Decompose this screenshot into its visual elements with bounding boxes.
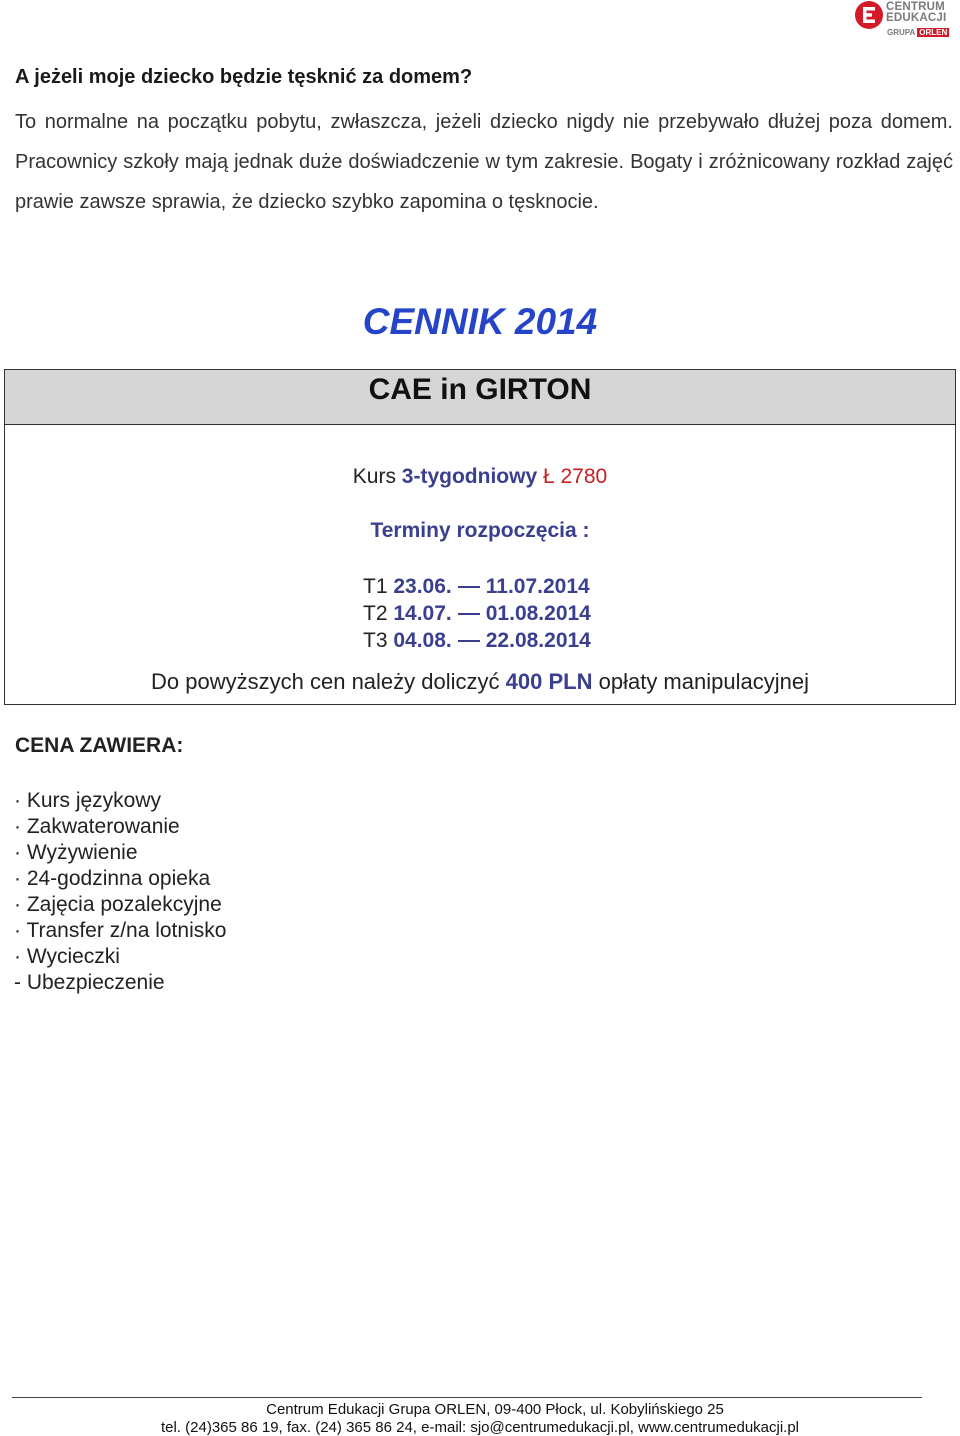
term-code: T1 <box>363 575 388 598</box>
term-row <box>363 627 591 654</box>
logo-orlen-label: ORLEN <box>919 28 948 37</box>
term-code: T3 <box>363 629 388 652</box>
dash-icon <box>458 613 480 615</box>
includes-title: CENA ZAWIERA: <box>15 734 184 757</box>
list-item: · Zajęcia pozalekcyjne <box>14 893 222 916</box>
dash-icon <box>458 586 480 588</box>
fee-amount: 400 PLN <box>505 669 593 694</box>
list-item: · Kurs językowy <box>14 789 162 812</box>
logo-line-1: CENTRUM <box>886 1 945 13</box>
faq-question: A jeżeli moje dziecko będzie tęsknić za domem? <box>15 66 473 88</box>
course-price: Ł 2780 <box>542 465 608 488</box>
footer-address: Centrum Edukacji Grupa ORLEN, 09-400 Płock, ul. Kobylińskiego 25 <box>266 1401 724 1418</box>
term-end: 22.08.2014 <box>485 629 591 652</box>
list-item: · Zakwaterowanie <box>14 815 180 838</box>
logo-group-label: GRUPA <box>887 28 916 37</box>
course-price-line <box>5 465 955 489</box>
list-item: · Transfer z/na lotnisko <box>14 919 227 942</box>
logo-mark-icon <box>854 0 884 30</box>
price-list-title: CENNIK 2014 <box>362 301 598 342</box>
footer-divider <box>12 1397 922 1398</box>
list-item: · Wycieczki <box>14 945 120 968</box>
course-duration: 3-tygodniowy <box>401 465 538 488</box>
term-start: 23.06. <box>393 575 452 598</box>
logo-group <box>887 28 949 37</box>
footer-contact: tel. (24)365 86 19, fax. (24) 365 86 24, e-mail: sjo@centrumedukacji.pl, www.centrumedukacji.pl <box>160 1419 800 1436</box>
course-name: CAE in GIRTON <box>5 370 955 425</box>
term-start: 14.07. <box>393 602 452 625</box>
list-item: - Ubezpieczenie <box>14 971 165 994</box>
term-end: 01.08.2014 <box>485 602 591 625</box>
list-item: · Wyżywienie <box>14 841 138 864</box>
terms-label: Terminy rozpoczęcia : <box>370 519 590 542</box>
logo-line-2: EDUKACJI <box>886 12 947 24</box>
kurs-label: Kurs <box>352 465 396 488</box>
faq-answer: To normalne na początku pobytu, zwłaszcza, jeżeli dziecko nigdy nie przebywało dłużej poza domem. Pracownicy szkoły mają jednak duże doświadczenie w tym zakresie. Bogaty i zróżnicowany rozkład zajęć prawie zawsze sprawia, że dziecko szybko zapomina o tęsknocie. <box>15 111 953 213</box>
term-end: 11.07.2014 <box>485 575 590 598</box>
dash-icon <box>458 640 480 642</box>
course-table <box>4 369 956 705</box>
fee-prefix: Do powyższych cen należy doliczyć <box>151 669 500 694</box>
terms-list <box>363 573 591 654</box>
term-code: T2 <box>363 602 388 625</box>
fee-suffix: opłaty manipulacyjnej <box>598 669 809 694</box>
centrum-edukacji-logo <box>854 0 956 42</box>
term-start: 04.08. <box>393 629 452 652</box>
includes-list <box>14 788 226 996</box>
term-row <box>363 573 591 600</box>
term-row <box>363 600 591 627</box>
fee-note <box>5 669 955 695</box>
list-item: · 24-godzinna opieka <box>14 867 211 890</box>
